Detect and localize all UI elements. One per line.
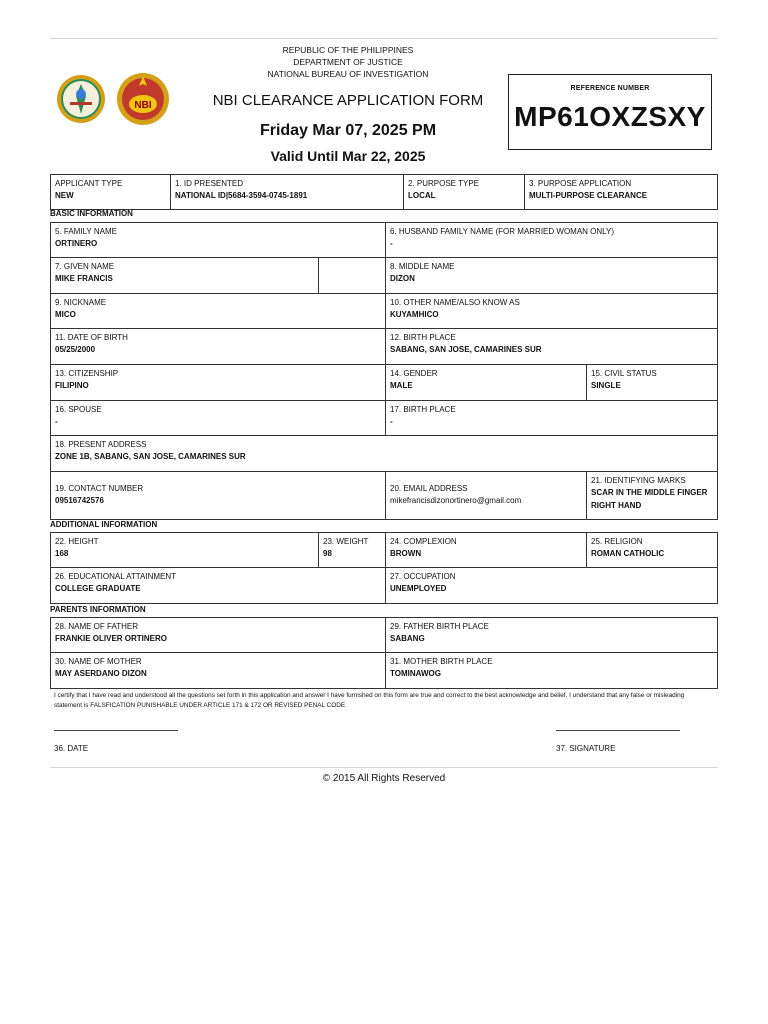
row-education	[50, 567, 718, 604]
father-birth-place-value: SABANG	[390, 634, 425, 643]
family-name-value: ORTINERO	[55, 239, 98, 248]
family-name-label: 5. FAMILY NAME	[55, 227, 117, 236]
date-of-birth-cell	[51, 329, 385, 364]
education-label: 26. EDUCATIONAL ATTAINMENT	[55, 572, 177, 581]
purpose-application-cell	[524, 175, 717, 209]
height-label: 22. HEIGHT	[55, 537, 99, 546]
education-cell	[51, 568, 385, 603]
height-cell	[51, 533, 318, 567]
identifying-marks-label: 21. IDENTIFYING MARKS	[591, 476, 686, 485]
nickname-cell	[51, 294, 385, 328]
section-parents-information: PARENTS INFORMATION	[50, 605, 146, 614]
spouse-birth-place-label: 17. BIRTH PLACE	[390, 405, 456, 414]
agency-line-3: NATIONAL BUREAU OF INVESTIGATION	[267, 69, 429, 79]
religion-cell	[586, 533, 717, 567]
spouse-value: -	[55, 417, 58, 426]
birth-place-cell	[385, 329, 717, 364]
gender-label: 14. GENDER	[390, 369, 438, 378]
id-presented-label: 1. ID PRESENTED	[175, 179, 244, 188]
spouse-label: 16. SPOUSE	[55, 405, 102, 414]
present-address-value: ZONE 1B, SABANG, SAN JOSE, CAMARINES SUR	[55, 452, 246, 461]
father-birth-place-cell	[385, 618, 717, 652]
row-citizenship	[50, 364, 718, 401]
reference-box	[508, 74, 712, 150]
purpose-type-value: LOCAL	[408, 191, 436, 200]
nbi-seal-icon	[116, 66, 170, 132]
husband-family-name-cell	[385, 223, 717, 257]
identifying-marks-value-2: RIGHT HAND	[591, 501, 642, 510]
education-value: COLLEGE GRADUATE	[55, 584, 141, 593]
applicant-type-label: APPLICANT TYPE	[55, 179, 123, 188]
certification-statement: I certify that I have read and understood all the questions set forth in this application and answer I have furnished on this form are true and correct to the best acknowledge and belief. I understand that any false or misleading statement is FALSFICATION PUNISHABLE UNDER ARTICLE 171 & 172 OR REVISED PENAL CODE	[54, 692, 685, 709]
middle-name-value: DIZON	[390, 274, 415, 283]
other-name-value: KUYAMHICO	[390, 310, 439, 319]
date-of-birth-label: 11. DATE OF BIRTH	[55, 333, 128, 342]
given-name-extra-cell	[318, 258, 385, 293]
civil-status-cell	[586, 365, 717, 400]
row-father	[50, 617, 718, 653]
purpose-type-cell	[403, 175, 524, 209]
mother-name-cell	[51, 653, 385, 688]
birth-place-label: 12. BIRTH PLACE	[390, 333, 456, 342]
mother-birth-place-value: TOMINAWOG	[390, 669, 441, 678]
occupation-value: UNEMPLOYED	[390, 584, 447, 593]
present-address-label: 18. PRESENT ADDRESS	[55, 440, 147, 449]
section-additional-information: ADDITIONAL INFORMATION	[50, 520, 158, 529]
nbi-seal-text: NBI	[134, 100, 152, 111]
other-name-label: 10. OTHER NAME/ALSO KNOW AS	[390, 298, 520, 307]
gender-cell	[385, 365, 586, 400]
gender-value: MALE	[390, 381, 413, 390]
complexion-label: 24. COMPLEXION	[390, 537, 457, 546]
signature-label: 37. SIGNATURE	[556, 744, 616, 753]
complexion-value: BROWN	[390, 549, 422, 558]
mother-birth-place-label: 31. MOTHER BIRTH PLACE	[390, 657, 493, 666]
doj-seal-icon	[56, 70, 106, 128]
row-date-of-birth	[50, 328, 718, 365]
spouse-cell	[51, 401, 385, 435]
email-value: mikefrancisdizonortinero@gmail.com	[390, 496, 522, 505]
citizenship-value: FILIPINO	[55, 381, 89, 390]
complexion-cell	[385, 533, 586, 567]
email-label: 20. EMAIL ADDRESS	[390, 484, 468, 493]
father-name-label: 28. NAME OF FATHER	[55, 622, 138, 631]
row-mother	[50, 652, 718, 689]
middle-name-label: 8. MIDDLE NAME	[390, 262, 455, 271]
date-of-birth-value: 05/25/2000	[55, 345, 96, 354]
civil-status-label: 15. CIVIL STATUS	[591, 369, 657, 378]
husband-family-name-label: 6. HUSBAND FAMILY NAME (FOR MARRIED WOMAN ONLY)	[390, 227, 615, 236]
id-presented-value: NATIONAL ID|5684-3594-0745-1891	[175, 191, 308, 200]
birth-place-value: SABANG, SAN JOSE, CAMARINES SUR	[390, 345, 542, 354]
row-contact	[50, 471, 718, 520]
row-nickname	[50, 293, 718, 329]
application-type-row	[50, 174, 718, 210]
form-title: NBI CLEARANCE APPLICATION FORM	[212, 92, 484, 109]
spouse-birth-place-value: -	[390, 417, 393, 426]
purpose-type-label: 2. PURPOSE TYPE	[408, 179, 479, 188]
father-birth-place-label: 29. FATHER BIRTH PLACE	[390, 622, 489, 631]
reference-label: REFERENCE NUMBER	[570, 85, 650, 92]
given-name-value: MIKE FRANCIS	[55, 274, 113, 283]
other-name-cell	[385, 294, 717, 328]
applicant-type-cell	[51, 175, 170, 209]
row-present-address	[50, 435, 718, 472]
purpose-application-label: 3. PURPOSE APPLICATION	[529, 179, 632, 188]
applicant-type-value: NEW	[55, 191, 74, 200]
row-given-name	[50, 257, 718, 294]
contact-number-label: 19. CONTACT NUMBER	[55, 484, 144, 493]
given-name-cell	[51, 258, 318, 293]
nickname-value: MICO	[55, 310, 76, 319]
identifying-marks-cell	[586, 472, 717, 519]
middle-name-cell	[385, 258, 717, 293]
citizenship-label: 13. CITIZENSHIP	[55, 369, 119, 378]
contact-number-value: 09516742576	[55, 496, 104, 505]
weight-cell	[318, 533, 385, 567]
row-spouse	[50, 400, 718, 436]
given-name-label: 7. GIVEN NAME	[55, 262, 115, 271]
father-name-cell	[51, 618, 385, 652]
weight-label: 23. WEIGHT	[323, 537, 369, 546]
copyright-text: © 2015 All Rights Reserved	[322, 773, 446, 784]
occupation-cell	[385, 568, 717, 603]
father-name-value: FRANKIE OLIVER ORTINERO	[55, 634, 168, 643]
citizenship-cell	[51, 365, 385, 400]
purpose-application-value: MULTI-PURPOSE CLEARANCE	[529, 191, 648, 200]
occupation-label: 27. OCCUPATION	[390, 572, 456, 581]
agency-line-2: DEPARTMENT OF JUSTICE	[293, 57, 403, 67]
reference-number: MP61OXZSXY	[514, 101, 706, 132]
identifying-marks-value-1: SCAR IN THE MIDDLE FINGER	[591, 488, 708, 497]
nickname-label: 9. NICKNAME	[55, 298, 107, 307]
row-family-name	[50, 222, 718, 258]
signature-line	[556, 730, 680, 731]
family-name-cell	[51, 223, 385, 257]
row-height	[50, 532, 718, 568]
husband-family-name-value: -	[390, 239, 393, 248]
id-presented-cell	[170, 175, 403, 209]
top-divider	[50, 38, 718, 39]
spouse-birth-place-cell	[385, 401, 717, 435]
mother-name-label: 30. NAME OF MOTHER	[55, 657, 142, 666]
religion-value: ROMAN CATHOLIC	[591, 549, 665, 558]
weight-value: 98	[323, 549, 332, 558]
present-address-cell	[51, 436, 717, 471]
agency-line-1: REPUBLIC OF THE PHILIPPINES	[282, 45, 414, 55]
contact-number-cell	[51, 472, 385, 519]
religion-label: 25. RELIGION	[591, 537, 643, 546]
mother-birth-place-cell	[385, 653, 717, 688]
valid-until-line: Valid Until Mar 22, 2025	[270, 148, 426, 164]
bottom-divider	[50, 767, 718, 768]
email-cell	[385, 472, 586, 519]
date-signature-line	[54, 730, 178, 731]
date-line: Friday Mar 07, 2025 PM	[259, 122, 437, 139]
mother-name-value: MAY ASERDANO DIZON	[55, 669, 147, 678]
height-value: 168	[55, 549, 69, 558]
date-label: 36. DATE	[54, 744, 89, 753]
civil-status-value: SINGLE	[591, 381, 621, 390]
section-basic-information: BASIC INFORMATION	[50, 209, 133, 218]
